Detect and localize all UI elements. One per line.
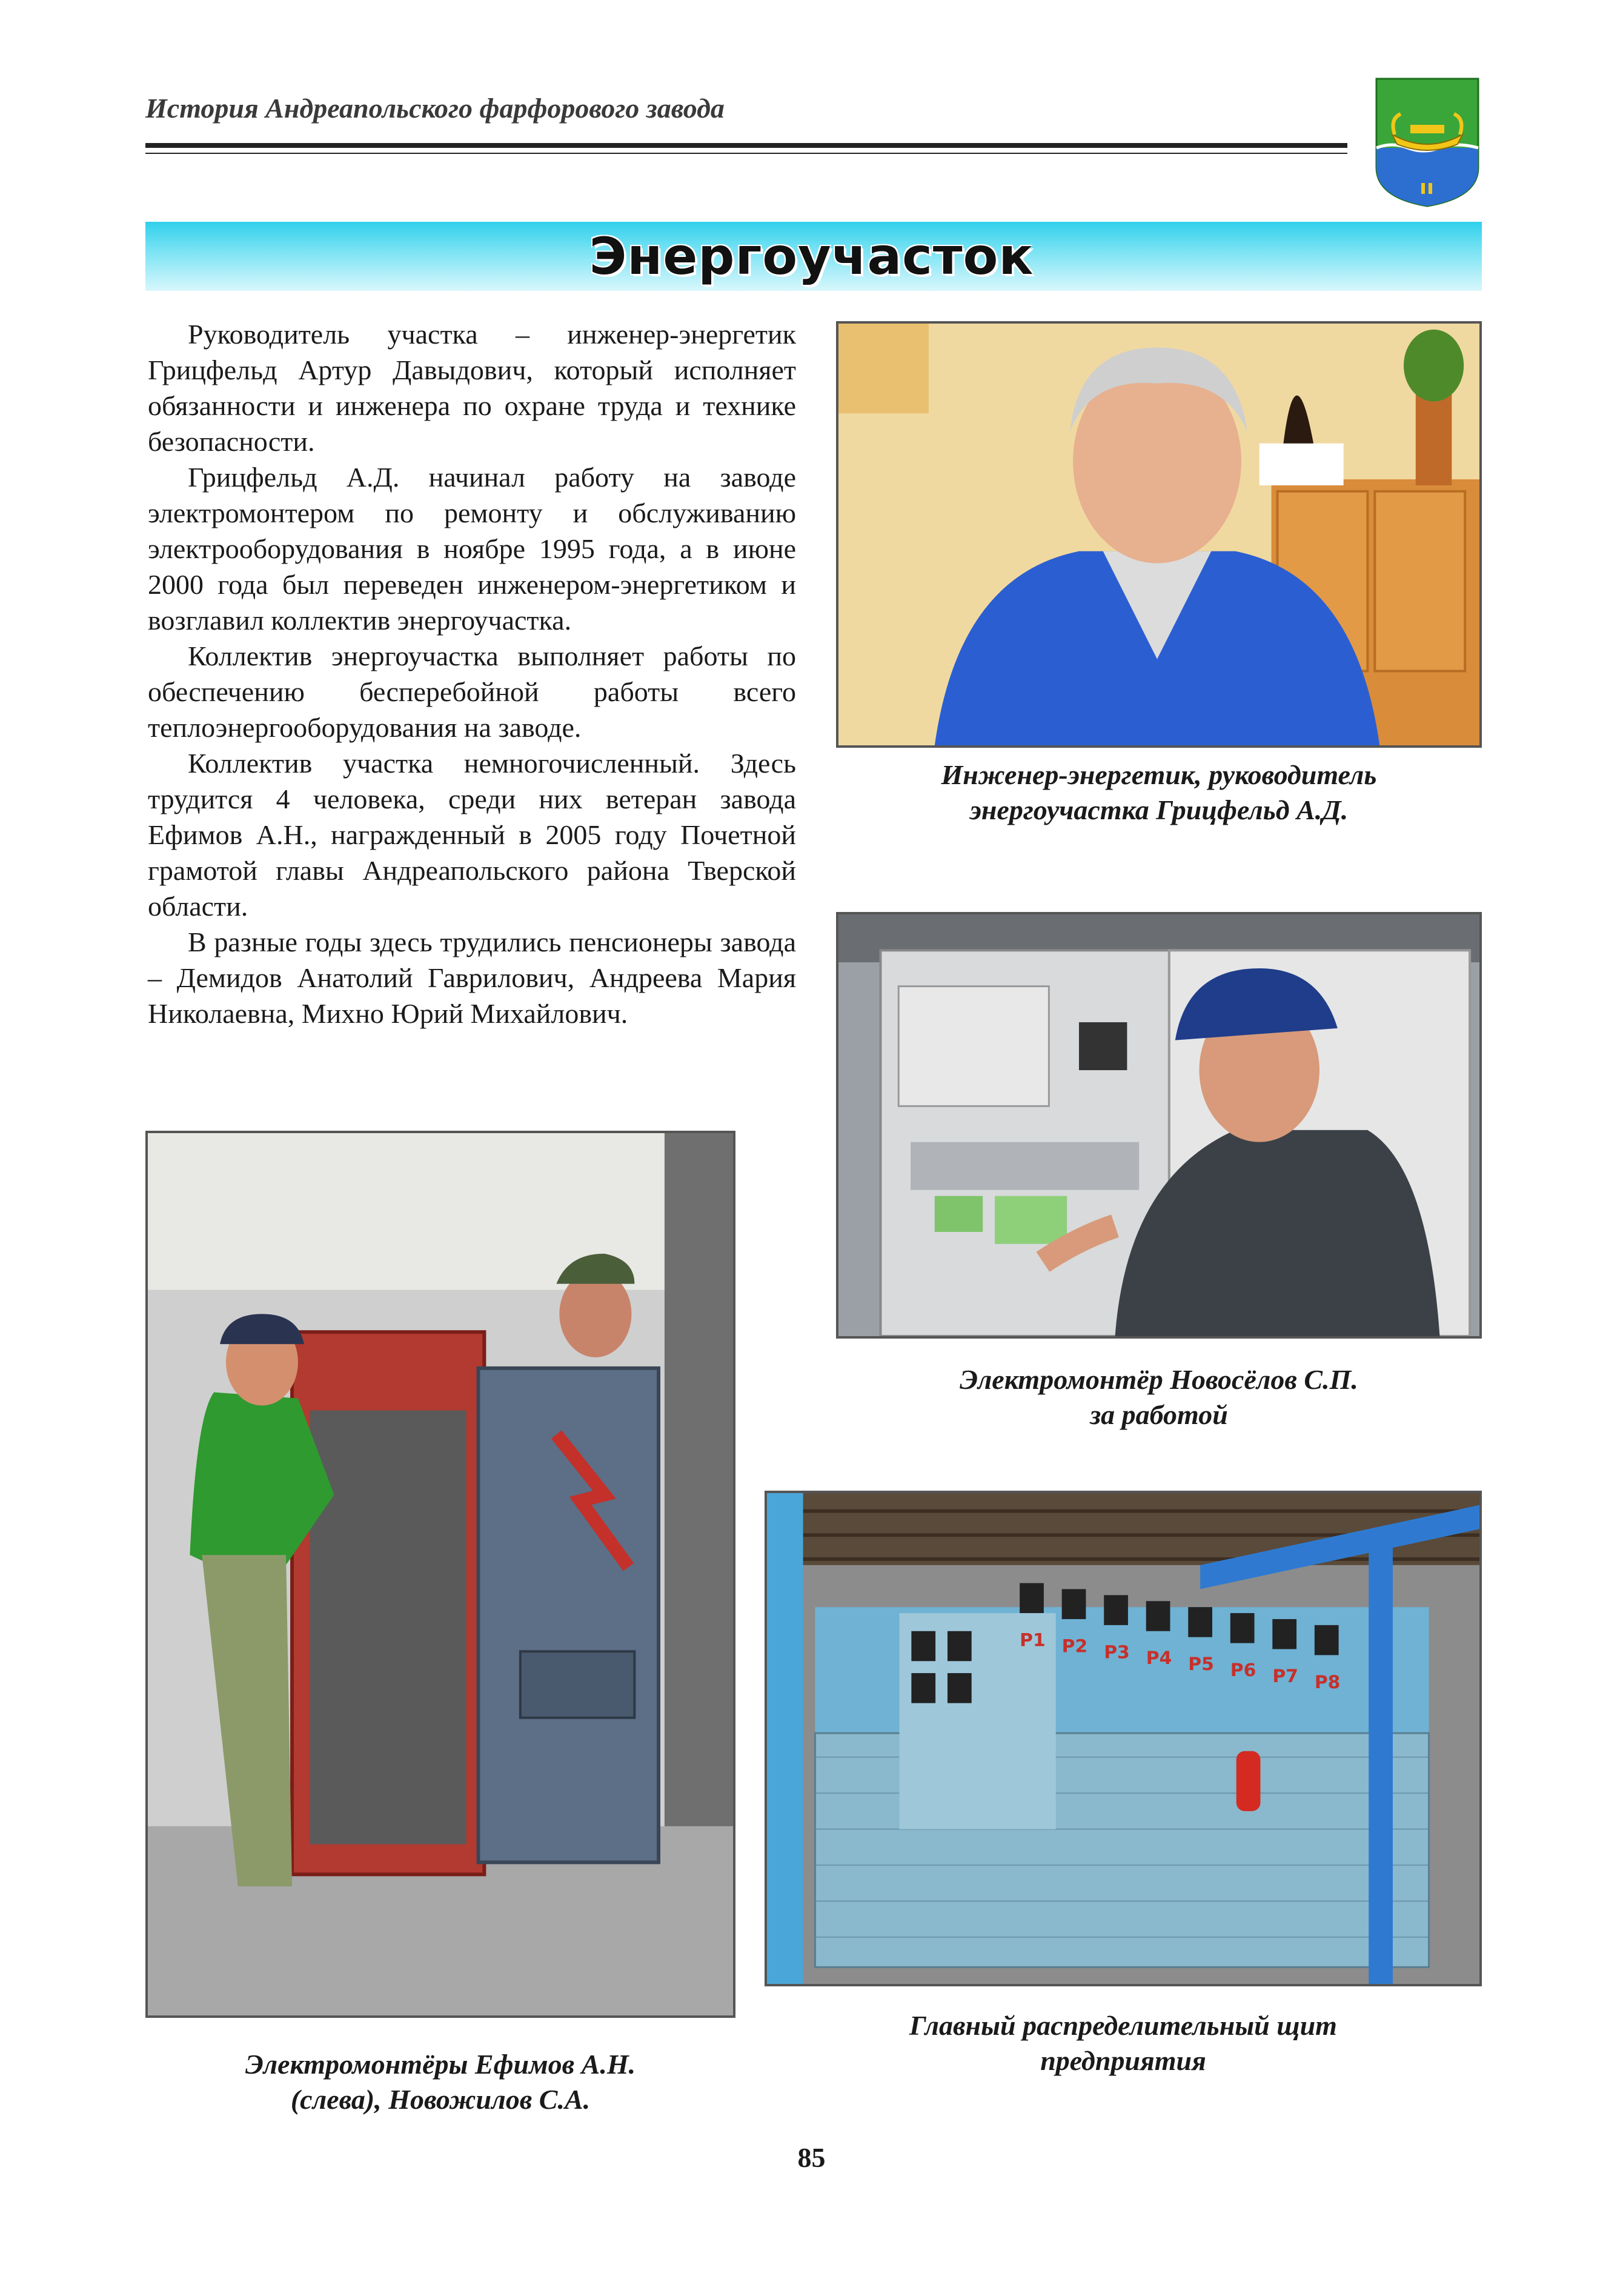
cabinet-photo <box>836 912 1482 1339</box>
panel-label-p8: Р8 <box>1314 1671 1341 1693</box>
portrait-photo <box>836 321 1482 748</box>
panel-label-p5: Р5 <box>1188 1654 1214 1675</box>
panel-label-p1: Р1 <box>1020 1629 1046 1651</box>
panel-label-p6: Р6 <box>1230 1660 1256 1682</box>
paragraph: Грицфельд А.Д. начинал работу на заводе электромонтером по ремонту и обслуживанию электрооборудования в ноябре 1995 года, а в июне 2000 года был переведен инженером-энергетиком и возглавил коллектив энергоучастка. <box>148 462 796 636</box>
panel-label-p7: Р7 <box>1272 1665 1298 1687</box>
paragraph: В разные годы здесь трудились пенсионеры завода – Демидов Анатолий Гаврилович, Андреева Мария Николаевна, Михно Юрий Михайлович. <box>148 927 796 1029</box>
portrait-caption <box>836 757 1482 828</box>
paragraph: Руководитель участка – инженер-энергетик Грицфельд Артур Давыдович, который исполняет обязанности и инженера по охране труда и технике безопасности. <box>148 319 796 457</box>
caption-line: энергоучастка Грицфельд А.Д. <box>969 794 1349 825</box>
caption-line: Главный распределительный щит <box>909 2010 1337 2041</box>
electricians-caption <box>145 2047 735 2117</box>
caption-line: Инженер-энергетик, руководитель <box>941 759 1377 790</box>
caption-line: Электромонтёры Ефимов А.Н. <box>245 2049 636 2080</box>
header-rule-thick <box>145 143 1347 148</box>
paragraph: Коллектив энергоучастка выполняет работы по обеспечению бесперебойной работы всего теплоэнергооборудования на заводе. <box>148 641 796 743</box>
switchboard-photo <box>765 1491 1482 1986</box>
panel-label-p4: Р4 <box>1146 1648 1172 1669</box>
caption-line: Электромонтёр Новосёлов С.П. <box>960 1364 1358 1395</box>
switchboard-caption <box>765 2008 1482 2078</box>
caption-line: (слева), Новожилов С.А. <box>290 2084 591 2115</box>
section-title: Энергоучасток <box>589 227 1034 286</box>
caption-line: предприятия <box>1040 2045 1206 2076</box>
page-number: 85 <box>797 2142 826 2173</box>
paragraph: Коллектив участка немногочисленный. Здесь трудится 4 человека, среди них ветеран завода Ефимов А.Н., награжденный в 2005 году Почетной грамотой главы Андреапольского района Тверской области. <box>148 748 796 922</box>
cabinet-caption <box>836 1362 1482 1433</box>
body-text <box>148 316 796 1031</box>
header-rule-thin <box>145 153 1347 154</box>
running-title: История Андреапольского фарфорового завода <box>145 93 725 124</box>
electricians-photo <box>145 1131 735 2018</box>
panel-label-p3: Р3 <box>1104 1642 1130 1663</box>
coat-of-arms-icon <box>1374 76 1481 208</box>
caption-line: за работой <box>1090 1399 1228 1430</box>
panel-label-p2: Р2 <box>1061 1635 1088 1657</box>
